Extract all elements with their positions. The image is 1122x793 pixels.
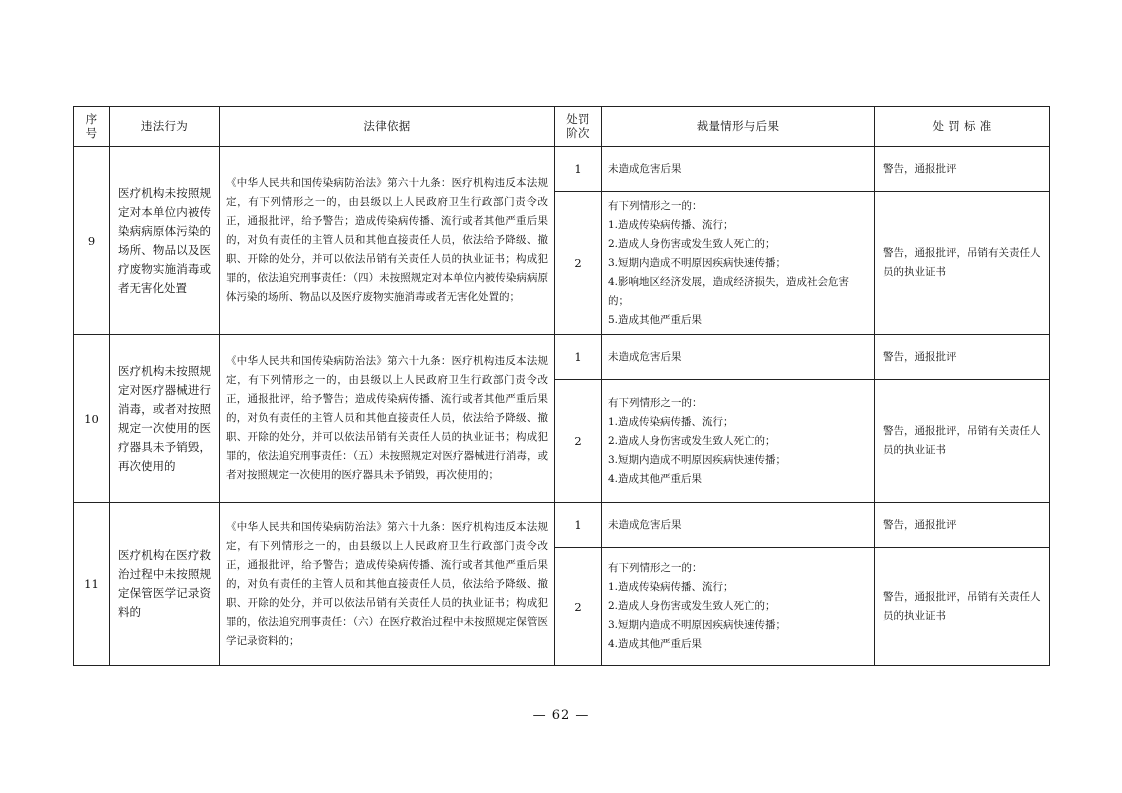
- penalty-standard-cell: 警告，通报批评: [875, 335, 1050, 380]
- serial-number-cell: 11: [74, 503, 110, 666]
- situation-line: 未造成危害后果: [608, 162, 682, 175]
- penalty-level-cell: 1: [555, 335, 602, 380]
- penalty-standard-table: [73, 106, 1050, 666]
- situation-line: 有下列情形之一的：: [608, 396, 703, 409]
- legal-basis-cell: 《中华人民共和国传染病防治法》第六十九条：医疗机构违反本法规定，有下列情形之一的，由县级以上人民政府卫生行政部门责令改正，通报批评，给予警告；造成传染病传播、流行或者其他严重后果的，对负有责任的主管人员和其他直接责任人员，依法给予降级、撤职、开除的处分，并可以依法吊销有关责任人员的执业证书；构成犯罪的，依法追究刑事责任：（五）未按照规定对医疗器械进行消毒，或者对按照规定一次使用的医疗器具未予销毁，再次使用的；: [220, 335, 555, 503]
- table-row: [74, 503, 1050, 548]
- penalty-level-cell: 2: [555, 548, 602, 666]
- penalty-standard-cell: 警告，通报批评，吊销有关责任人员的执业证书: [875, 380, 1050, 503]
- violation-cell: 医疗机构未按照规定对本单位内被传染病病原体污染的场所、物品以及医疗废物实施消毒或者无害化处置: [110, 147, 220, 335]
- violation-cell: 医疗机构未按照规定对医疗器械进行消毒，或者对按照规定一次使用的医疗器具未予销毁，再次使用的: [110, 335, 220, 503]
- page-number: — 62 —: [532, 708, 590, 723]
- situation-line: 2.造成人身伤害或发生致人死亡的；: [608, 434, 776, 447]
- situation-line: 5.造成其他严重后果: [608, 313, 703, 326]
- header-penalty-level: 处罚 阶次: [555, 107, 602, 147]
- situation-line: 3.短期内造成不明原因疾病快速传播；: [608, 256, 787, 269]
- penalty-level-cell: 2: [555, 192, 602, 335]
- penalty-standard-cell: 警告，通报批评，吊销有关责任人员的执业证书: [875, 192, 1050, 335]
- situation-line: 3.短期内造成不明原因疾病快速传播；: [608, 453, 787, 466]
- situation-cell: [602, 503, 875, 548]
- table-header-row: [74, 107, 1050, 147]
- situation-line: 未造成危害后果: [608, 350, 682, 363]
- table-row: [74, 147, 1050, 192]
- situation-line: 4.影响地区经济发展，造成经济损失，造成社会危害的；: [608, 275, 850, 307]
- legal-basis-cell: 《中华人民共和国传染病防治法》第六十九条：医疗机构违反本法规定，有下列情形之一的，由县级以上人民政府卫生行政部门责令改正，通报批评，给予警告；造成传染病传播、流行或者其他严重后果的，对负有责任的主管人员和其他直接责任人员，依法给予降级、撤职、开除的处分，并可以依法吊销有关责任人员的执业证书；构成犯罪的，依法追究刑事责任：（六）在医疗救治过程中未按照规定保管医学记录资料的；: [220, 503, 555, 666]
- penalty-level-cell: 2: [555, 380, 602, 503]
- serial-number-cell: 10: [74, 335, 110, 503]
- header-legal-basis: 法律依据: [220, 107, 555, 147]
- table-row: [74, 335, 1050, 380]
- situation-line: 有下列情形之一的：: [608, 562, 703, 574]
- table-body: [74, 147, 1050, 666]
- violation-cell: 医疗机构在医疗救治过程中未按照规定保管医学记录资料的: [110, 503, 220, 666]
- situation-cell: [602, 335, 875, 380]
- situation-cell: [602, 192, 875, 335]
- situation-line: 2.造成人身伤害或发生致人死亡的；: [608, 237, 776, 250]
- situation-cell: [602, 147, 875, 192]
- situation-line: 4.造成其他严重后果: [608, 472, 703, 485]
- penalty-level-cell: 1: [555, 503, 602, 548]
- serial-number-cell: 9: [74, 147, 110, 335]
- situation-cell: [602, 548, 875, 666]
- situation-cell: [602, 380, 875, 503]
- situation-line: 4.造成其他严重后果: [608, 638, 703, 650]
- situation-line: 有下列情形之一的：: [608, 199, 703, 212]
- situation-line: 2.造成人身伤害或发生致人死亡的；: [608, 600, 776, 612]
- penalty-standard-cell: 警告，通报批评，吊销有关责任人员的执业证书: [875, 548, 1050, 666]
- situation-line: 未造成危害后果: [608, 518, 682, 531]
- penalty-standard-cell: 警告，通报批评: [875, 147, 1050, 192]
- header-penalty-standard: 处 罚 标 准: [875, 107, 1050, 147]
- penalty-level-cell: 1: [555, 147, 602, 192]
- situation-line: 3.短期内造成不明原因疾病快速传播；: [608, 619, 787, 631]
- situation-line: 1.造成传染病传播、流行；: [608, 218, 734, 231]
- situation-line: 1.造成传染病传播、流行；: [608, 581, 734, 593]
- header-situation: 裁量情形与后果: [602, 107, 875, 147]
- header-serial-number: 序 号: [74, 107, 110, 147]
- header-violation: 违法行为: [110, 107, 220, 147]
- situation-line: 1.造成传染病传播、流行；: [608, 415, 734, 428]
- legal-basis-cell: 《中华人民共和国传染病防治法》第六十九条：医疗机构违反本法规定，有下列情形之一的，由县级以上人民政府卫生行政部门责令改正，通报批评，给予警告；造成传染病传播、流行或者其他严重后果的，对负有责任的主管人员和其他直接责任人员，依法给予降级、撤职、开除的处分，并可以依法吊销有关责任人员的执业证书；构成犯罪的，依法追究刑事责任：（四）未按照规定对本单位内被传染病病原体污染的场所、物品以及医疗废物实施消毒或者无害化处置的；: [220, 147, 555, 335]
- penalty-standard-cell: 警告，通报批评: [875, 503, 1050, 548]
